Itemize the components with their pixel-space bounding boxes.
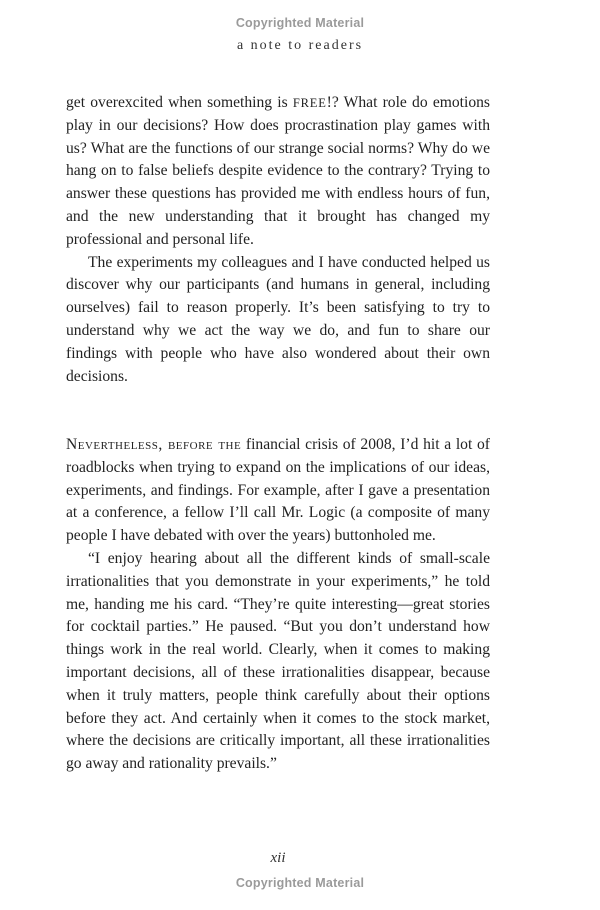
- watermark-bottom: Copyrighted Material: [235, 876, 365, 890]
- section-one: [66, 92, 490, 388]
- paragraph-free-start: get overexcited when something is: [66, 94, 293, 111]
- running-head: a note to readers: [236, 38, 364, 53]
- lead-in-small-caps: Nevertheless, before the: [66, 436, 242, 453]
- paragraph-mr-logic-quote: “I enjoy hearing about all the different kinds of small-scale irrationalities that you demonstrate in your experiments,” he told me, handing me his card. “They’re quite interesting—great stories for cocktail parties.” He paused. “But you don’t understand how things work in the real world. Clearly, when it comes to making important decisions, all of these irrationalities disappear, because when it truly matters, people think carefully about their options before they act. And certainly when it comes to the stock market, where the decisions are critically important, all these irrationalities go away and rationality prevails.”: [66, 549, 490, 773]
- section-two: [66, 434, 490, 776]
- watermark-top: Copyrighted Material: [235, 16, 365, 30]
- paragraph-free-rest: !? What role do emotions play in our decisions? How does procrastination play games with us? What are the functions of our strange social norms? Why do we hang on to false beliefs despite evidence to the contrary? Trying to answer these questions has provided me with endless hours of fun, and the new understanding that it brought has changed my professional and personal life.: [66, 94, 490, 248]
- paragraph-nevertheless-rest: financial crisis of 2008, I’d hit a lot of roadblocks when trying to expand on the implications of our ideas, experiments, and findings. For example, after I gave a presentation at a conference, a fellow I’ll call Mr. Logic (a composite of many people I have debated with over the years) buttonholed me.: [66, 436, 490, 545]
- paragraph-experiments: The experiments my colleagues and I have conducted helped us discover why our participants (and humans in general, including ourselves) fail to reason properly. It’s been satisfying to try to understand why we act the way we do, and fun to share our findings with people who have also wondered about their own decisions.: [66, 253, 490, 385]
- free-word: FREE: [292, 96, 327, 110]
- paragraph-free: [66, 92, 490, 252]
- page-number: xii: [270, 850, 286, 866]
- paragraph-nevertheless: [66, 434, 490, 548]
